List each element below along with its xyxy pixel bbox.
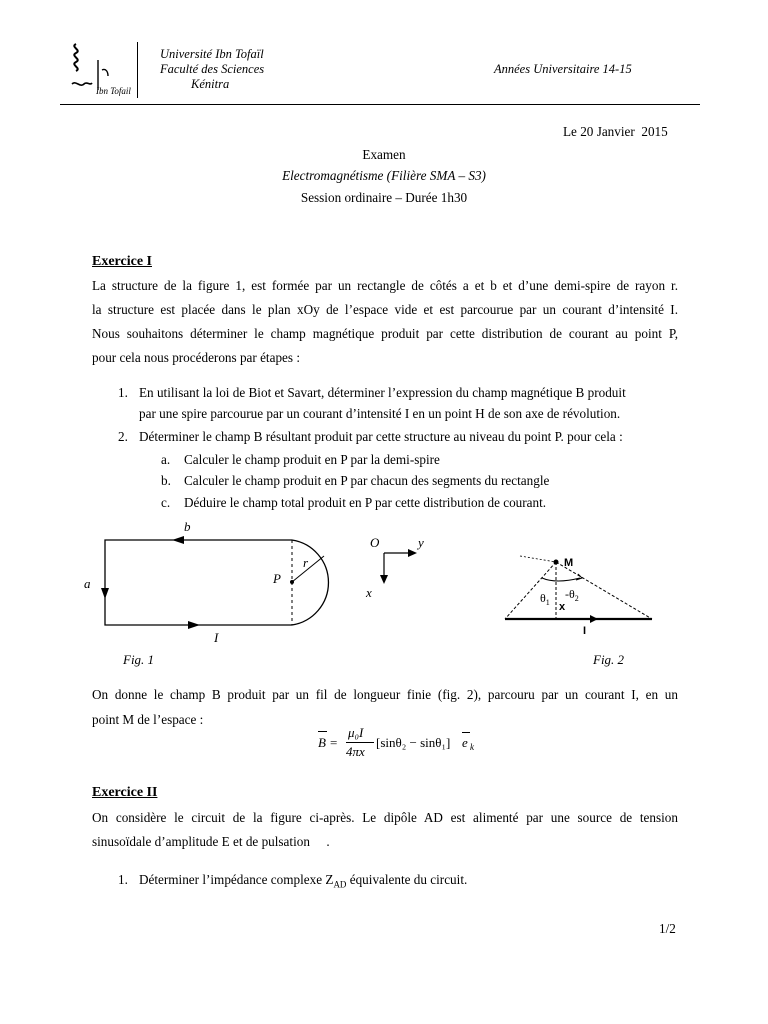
question2c-text: Déduire le champ total produit en P par cette distribution de courant. (184, 495, 547, 510)
exercise2-title: Exercice II (92, 785, 158, 800)
exercise2-question1-sub: AD (333, 879, 347, 890)
exercise2-line2: sinusoïdale d’amplitude E et de pulsation . (92, 834, 330, 849)
figure2-caption: Fig. 2 (593, 652, 625, 667)
formula-bracket: [sinθ₂ − sinθ₁] (376, 735, 451, 750)
figure2-point-M (554, 560, 559, 565)
figure1-caption: Fig. 1 (123, 652, 155, 667)
figure2-label-theta2: -θ (565, 587, 575, 601)
formula-denominator: 4πx (346, 744, 365, 759)
figure2-label-M: M (564, 557, 574, 569)
figure1-arrow-left (101, 588, 109, 599)
formula-numerator: μ₀I (348, 725, 364, 740)
figure1-half-loop (292, 540, 328, 625)
university-logo (62, 40, 132, 100)
svg-text:-θ2: $-\theta_2$ (565, 587, 579, 603)
exercise1-title: Exercice I (92, 254, 152, 269)
exercise1-intro-line1: La structure de la figure 1, est formée par un rectangle de côtés a et b et d’une demi-spire de rayon r. (92, 278, 678, 293)
figure2-label-theta1: θ (540, 591, 546, 605)
formula-unit-vector: e (462, 735, 468, 750)
exercise1-intro-line4: pour cela nous procéderons par étapes : (92, 350, 300, 365)
question2c-key: c. (161, 495, 171, 510)
svg-text:θ1: $\theta_1$ (540, 591, 550, 607)
figure1-label-I: I (214, 630, 219, 645)
figures-area (0, 515, 768, 675)
formula-unit-vector-sub: k (470, 742, 474, 752)
academic-year: Années Universitaire 14-15 (494, 62, 632, 76)
figure1-label-b: b (184, 519, 191, 534)
exercise2-question1-number: 1. (118, 872, 128, 887)
exercise2-question1 (139, 872, 467, 893)
question2a-key: a. (161, 452, 171, 467)
page-number: 1/2 (659, 921, 676, 936)
figure2-label-I: I (583, 625, 587, 637)
question2-text: Déterminer le champ B résultant produit par cette structure au niveau du point P. pour cela : (139, 429, 623, 444)
faculty-name: Faculté des Sciences (160, 62, 265, 76)
figure1-point-P (290, 580, 294, 584)
axes-label-O: O (370, 535, 380, 550)
figure1-diagram (84, 519, 328, 667)
axes-diagram (365, 535, 424, 600)
exercise2-question1-text: Déterminer l’impédance complexe Z (139, 872, 334, 887)
figure2-label-x: x (559, 601, 566, 613)
figure1-label-a: a (84, 576, 91, 591)
city-name: Kénitra (191, 77, 230, 91)
question1-line1: En utilisant la loi de Biot et Savart, déterminer l’expression du champ magnétique B produit (139, 385, 626, 400)
biot-savart-formula (318, 725, 488, 765)
exam-session: Session ordinaire – Durée 1h30 (300, 190, 468, 205)
exercise1-intro-line3: Nous souhaitons déterminer le champ magnétique produit par cette distribution de courant au point P, (92, 326, 678, 341)
axes-label-y: y (418, 535, 424, 550)
figure1-rectangle (105, 540, 292, 625)
figure1-arrow-top (172, 536, 184, 544)
axes-label-x: x (366, 585, 372, 600)
question1-number: 1. (118, 385, 128, 400)
exam-subject: Electromagnétisme (Filière SMA – S3) (282, 168, 486, 183)
given-line1: On donne le champ B produit par un fil de longueur finie (fig. 2), parcouru par un courant I, en un (92, 687, 678, 702)
question2-number: 2. (118, 429, 128, 444)
exam-title: Examen (362, 147, 406, 162)
figure1-label-P: P (273, 571, 281, 586)
formula-lhs: B (318, 735, 326, 750)
exercise2-question1-end: équivalente du circuit. (346, 872, 468, 887)
figure1-arrow-bottom (188, 621, 200, 629)
header-rule (60, 104, 700, 105)
exercise2-line1: On considère le circuit de la figure ci-après. Le dipôle AD est alimenté par une source de tension (92, 810, 678, 825)
university-name: Université Ibn Tofaïl (160, 47, 264, 61)
question2b-key: b. (161, 473, 171, 488)
exercise1-intro-line2: la structure est placée dans le plan xOy de l’espace vide et est parcourue par un courant d’intensité I. (92, 302, 678, 317)
exam-date: Le 20 Janvier 2015 (563, 124, 668, 139)
svg-text:Ibn Tofail: Ibn Tofail (96, 86, 131, 96)
formula-eq: = (330, 735, 338, 750)
question2b-text: Calculer le champ produit en P par chacun des segments du rectangle (184, 473, 550, 488)
header-divider (137, 42, 138, 98)
question1-line2: par une spire parcourue par un courant d’intensité I en un point H de son axe de révolution. (139, 406, 621, 421)
given-line2: point M de l’espace : (92, 712, 204, 727)
figure1-label-r: r (303, 555, 309, 570)
question2a-text: Calculer le champ produit en P par la demi-spire (184, 452, 440, 467)
figure2-diagram (505, 556, 652, 667)
